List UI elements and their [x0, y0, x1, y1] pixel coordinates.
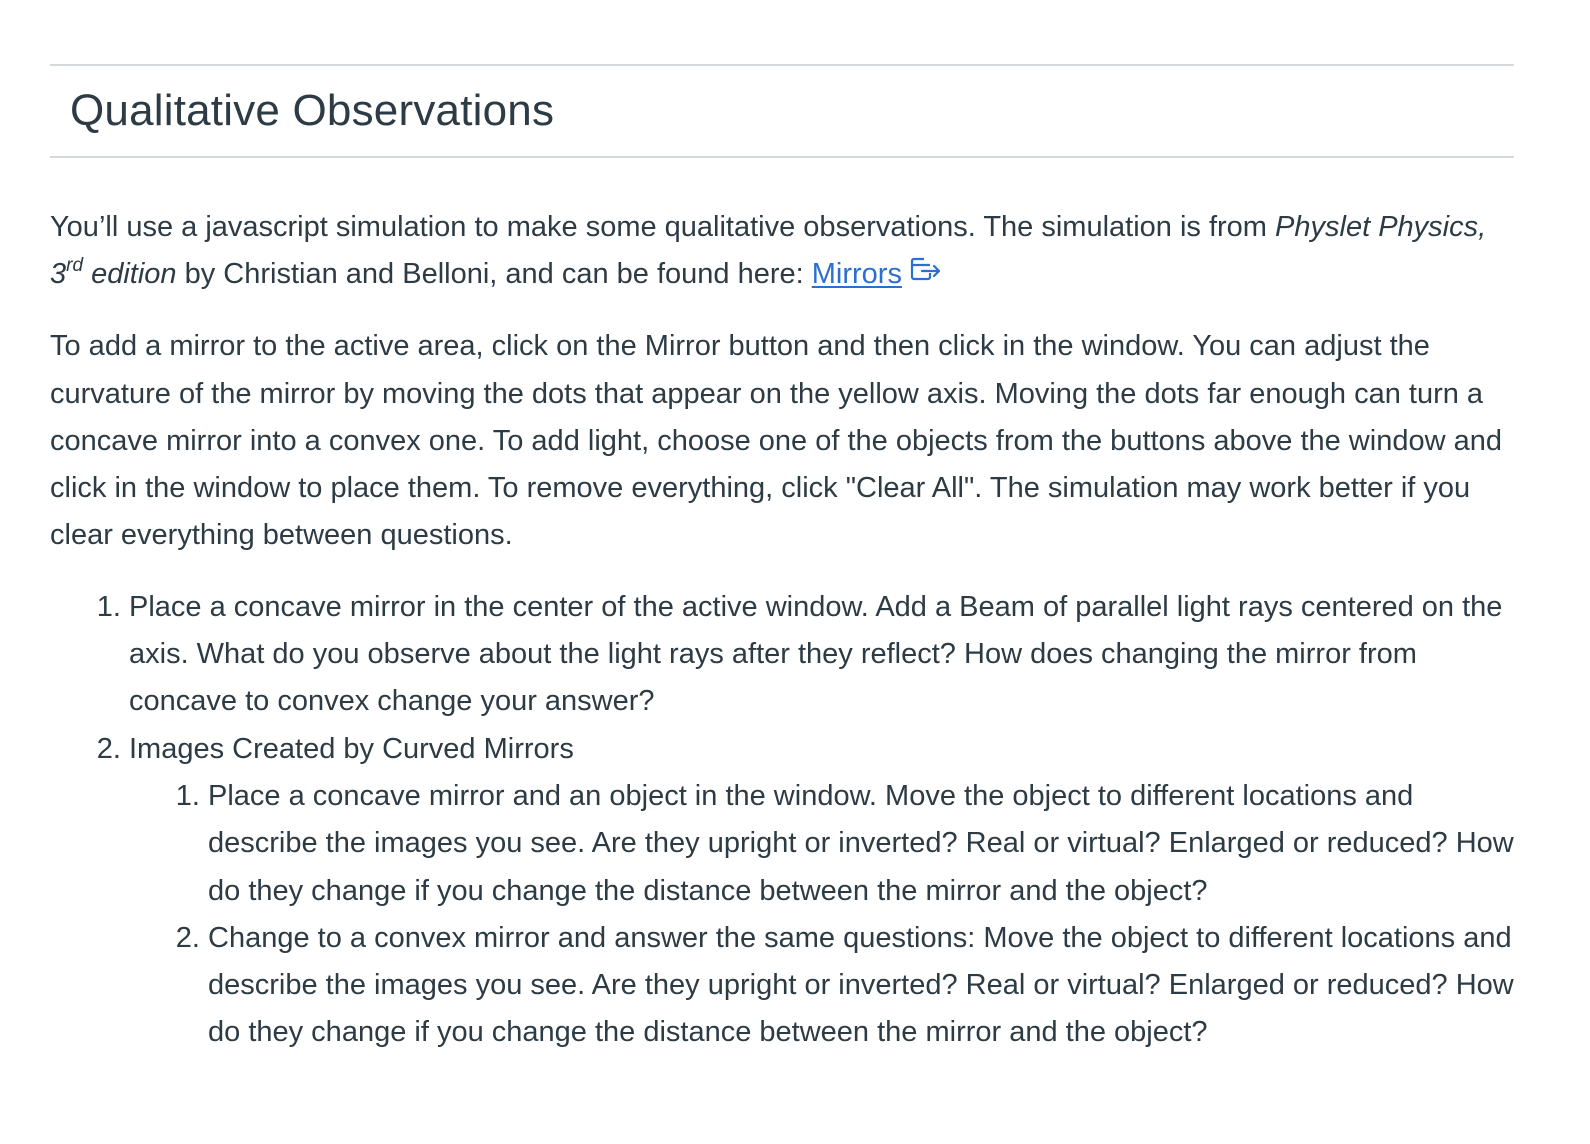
instructions-paragraph: To add a mirror to the active area, click on the Mirror button and then click in the window. You can adjust the curvature of the mirror by moving the dots that appear on the yellow axis. Moving the dots far enough can turn a concave mirror into a convex one. To add light, choose one of the objects from the buttons above the window and click in the window to place them. To remove everything, click "Clear All". The simulation may work better if you clear everything between questions. [50, 330, 1502, 552]
sub-question-item-1: 1. Place a concave mirror and an object in the window. Move the object to different locations and describe the images you see. Are they upright or inverted? Real or virtual? Enlarged or reduced? How do they change if you change the distance between the mirror and the object? [208, 773, 1514, 915]
question-item-2 [129, 726, 1514, 1057]
intro-text-before: You’ll use a javascript simulation to make some qualitative observations. The simulation is from [50, 211, 1276, 243]
page-content [50, 64, 1514, 1057]
book-title-part-2: edition [83, 258, 177, 291]
question-item-1 [129, 584, 1514, 726]
page-title: Qualitative Observations [70, 86, 555, 135]
question-2-text: Images Created by Curved Mirrors [129, 732, 574, 765]
book-title-part-1: Physlet Physics, 3 [50, 211, 1487, 291]
question-1-text: Place a concave mirror in the center of the active window. Add a Beam of parallel light rays centered on the axis. What do you observe about the light rays after they reflect? How does changing the mirror from concave to convex change your answer? [129, 590, 1503, 718]
external-link-icon[interactable] [910, 250, 942, 297]
sub-question-item-2: 2. Change to a convex mirror and answer the same questions: Move the object to different locations and describe the images you see. Are they upright or inverted? Real or virtual? Enlarged or reduced? How do they change if you change the distance between the mirror and the object? [208, 915, 1514, 1057]
book-title-superscript: rd [66, 254, 84, 276]
intro-text-after: by Christian and Belloni, and can be found here: [176, 258, 812, 291]
intro-paragraph [50, 204, 1514, 299]
sub-question-list [129, 773, 1514, 1057]
heading-section [50, 66, 1514, 158]
body-content [50, 158, 1514, 1057]
question-list [50, 584, 1514, 1057]
mirrors-link[interactable]: Mirrors [811, 258, 902, 291]
